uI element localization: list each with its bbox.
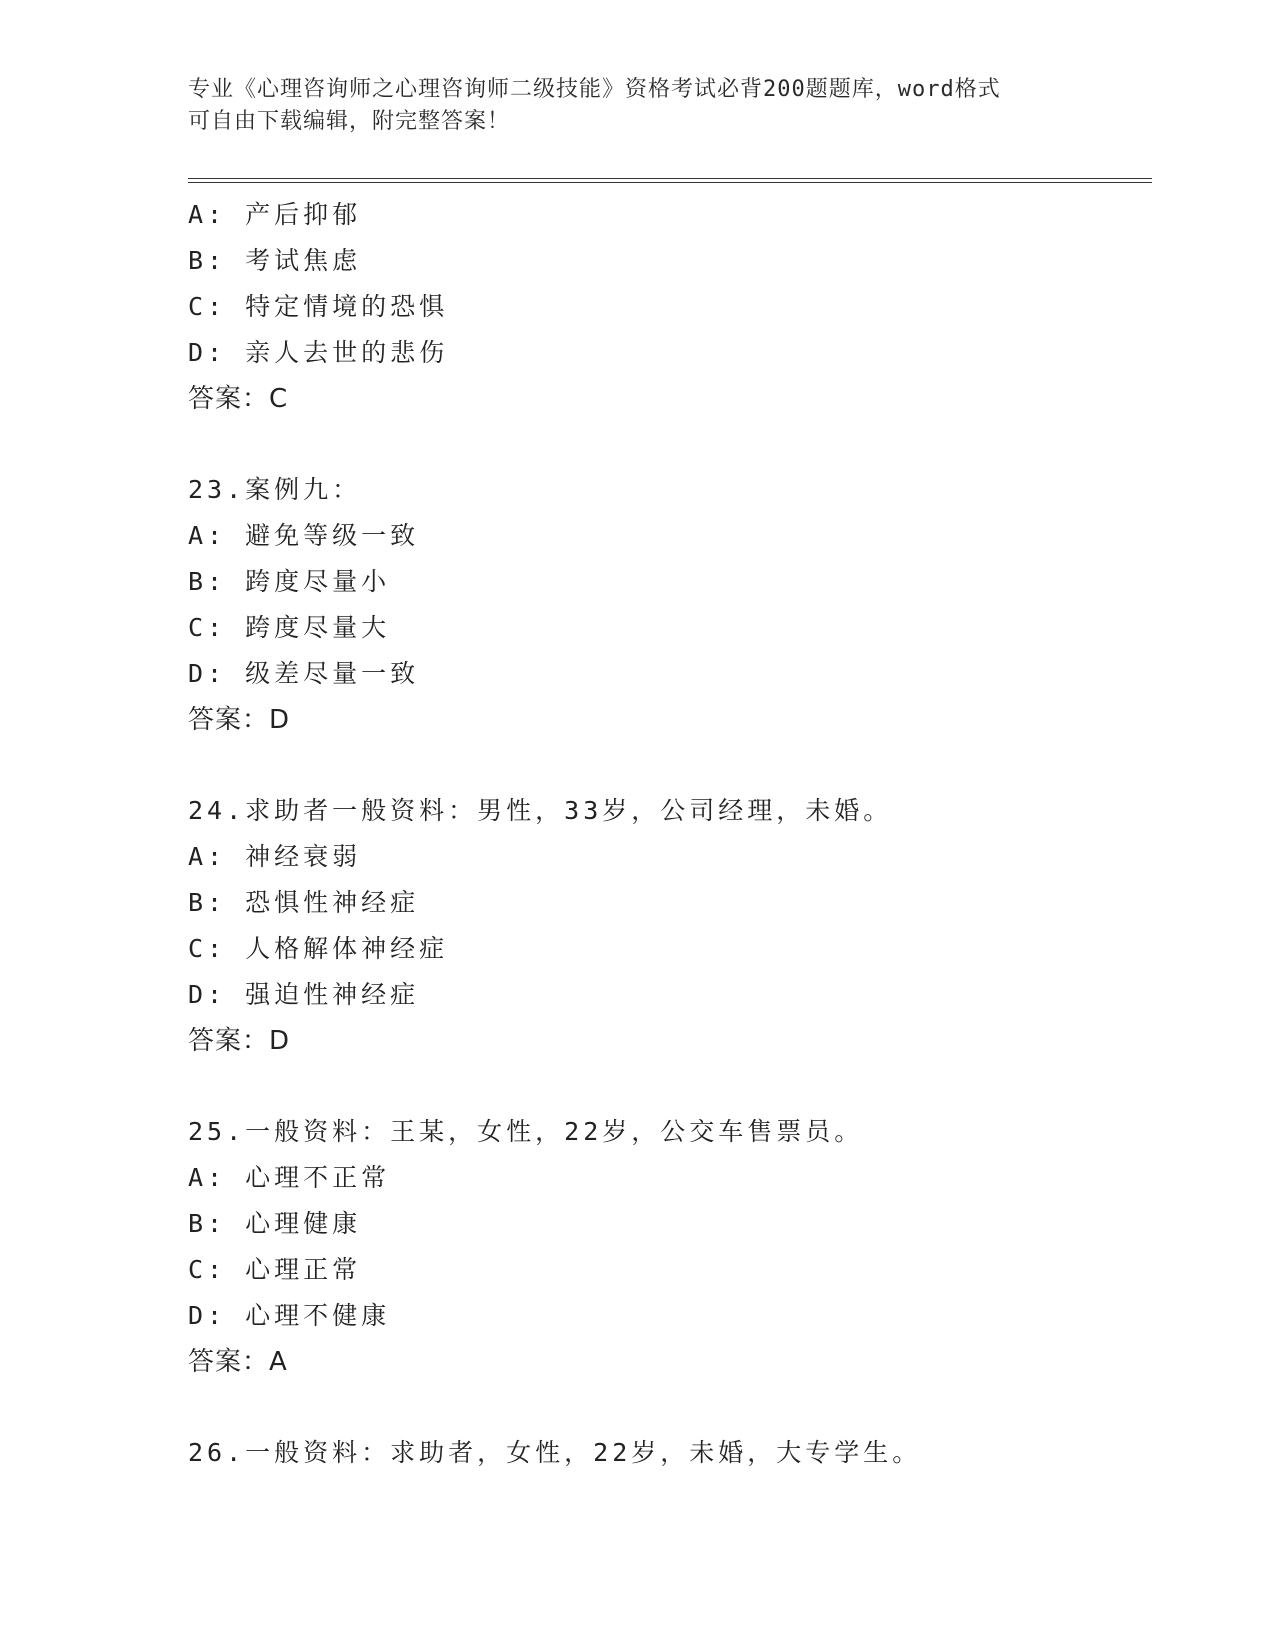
question-text: 25.一般资料：王某，女性，22岁，公交车售票员。 — [188, 1117, 864, 1146]
question-block — [188, 1109, 1148, 1385]
page-header — [188, 74, 1088, 138]
option-d: D: 亲人去世的悲伤 — [188, 338, 449, 367]
question-block — [188, 1430, 1148, 1476]
option-b: B: 心理健康 — [188, 1209, 362, 1238]
option-b: B: 跨度尽量小 — [188, 567, 391, 596]
question-text: 26.一般资料：求助者，女性，22岁，未婚，大专学生。 — [188, 1438, 922, 1467]
spacer — [188, 1385, 1148, 1430]
header-line-1: 专业《心理咨询师之心理咨询师二级技能》资格考试必背200题题库，word格式 — [188, 77, 1001, 102]
answer-line: 答案：A — [188, 1347, 288, 1377]
option-c: C: 人格解体神经症 — [188, 934, 449, 963]
option-a: A: 产后抑郁 — [188, 200, 362, 229]
option-d: D: 心理不健康 — [188, 1301, 391, 1330]
option-c: C: 特定情境的恐惧 — [188, 292, 449, 321]
option-a: A: 神经衰弱 — [188, 842, 362, 871]
option-c: C: 心理正常 — [188, 1255, 362, 1284]
option-c: C: 跨度尽量大 — [188, 613, 391, 642]
option-b: B: 考试焦虑 — [188, 246, 362, 275]
option-d: D: 级差尽量一致 — [188, 659, 420, 688]
answer-line: 答案：D — [188, 1026, 291, 1056]
answer-line: 答案：C — [188, 384, 289, 414]
spacer — [188, 743, 1148, 788]
spacer — [188, 422, 1148, 467]
option-d: D: 强迫性神经症 — [188, 980, 420, 1009]
question-text: 23.案例九： — [188, 475, 362, 504]
option-a: A: 避免等级一致 — [188, 521, 420, 550]
answer-line: 答案：D — [188, 705, 291, 735]
question-text: 24.求助者一般资料：男性，33岁，公司经理，未婚。 — [188, 796, 893, 825]
question-block — [188, 788, 1148, 1064]
header-line-2: 可自由下载编辑，附完整答案！ — [188, 109, 511, 134]
option-b: B: 恐惧性神经症 — [188, 888, 420, 917]
header-divider-top — [188, 178, 1152, 179]
question-block — [188, 192, 1148, 422]
question-block — [188, 467, 1148, 743]
header-divider-bottom — [188, 182, 1152, 183]
option-a: A: 心理不正常 — [188, 1163, 391, 1192]
question-list — [188, 192, 1148, 1476]
spacer — [188, 1064, 1148, 1109]
